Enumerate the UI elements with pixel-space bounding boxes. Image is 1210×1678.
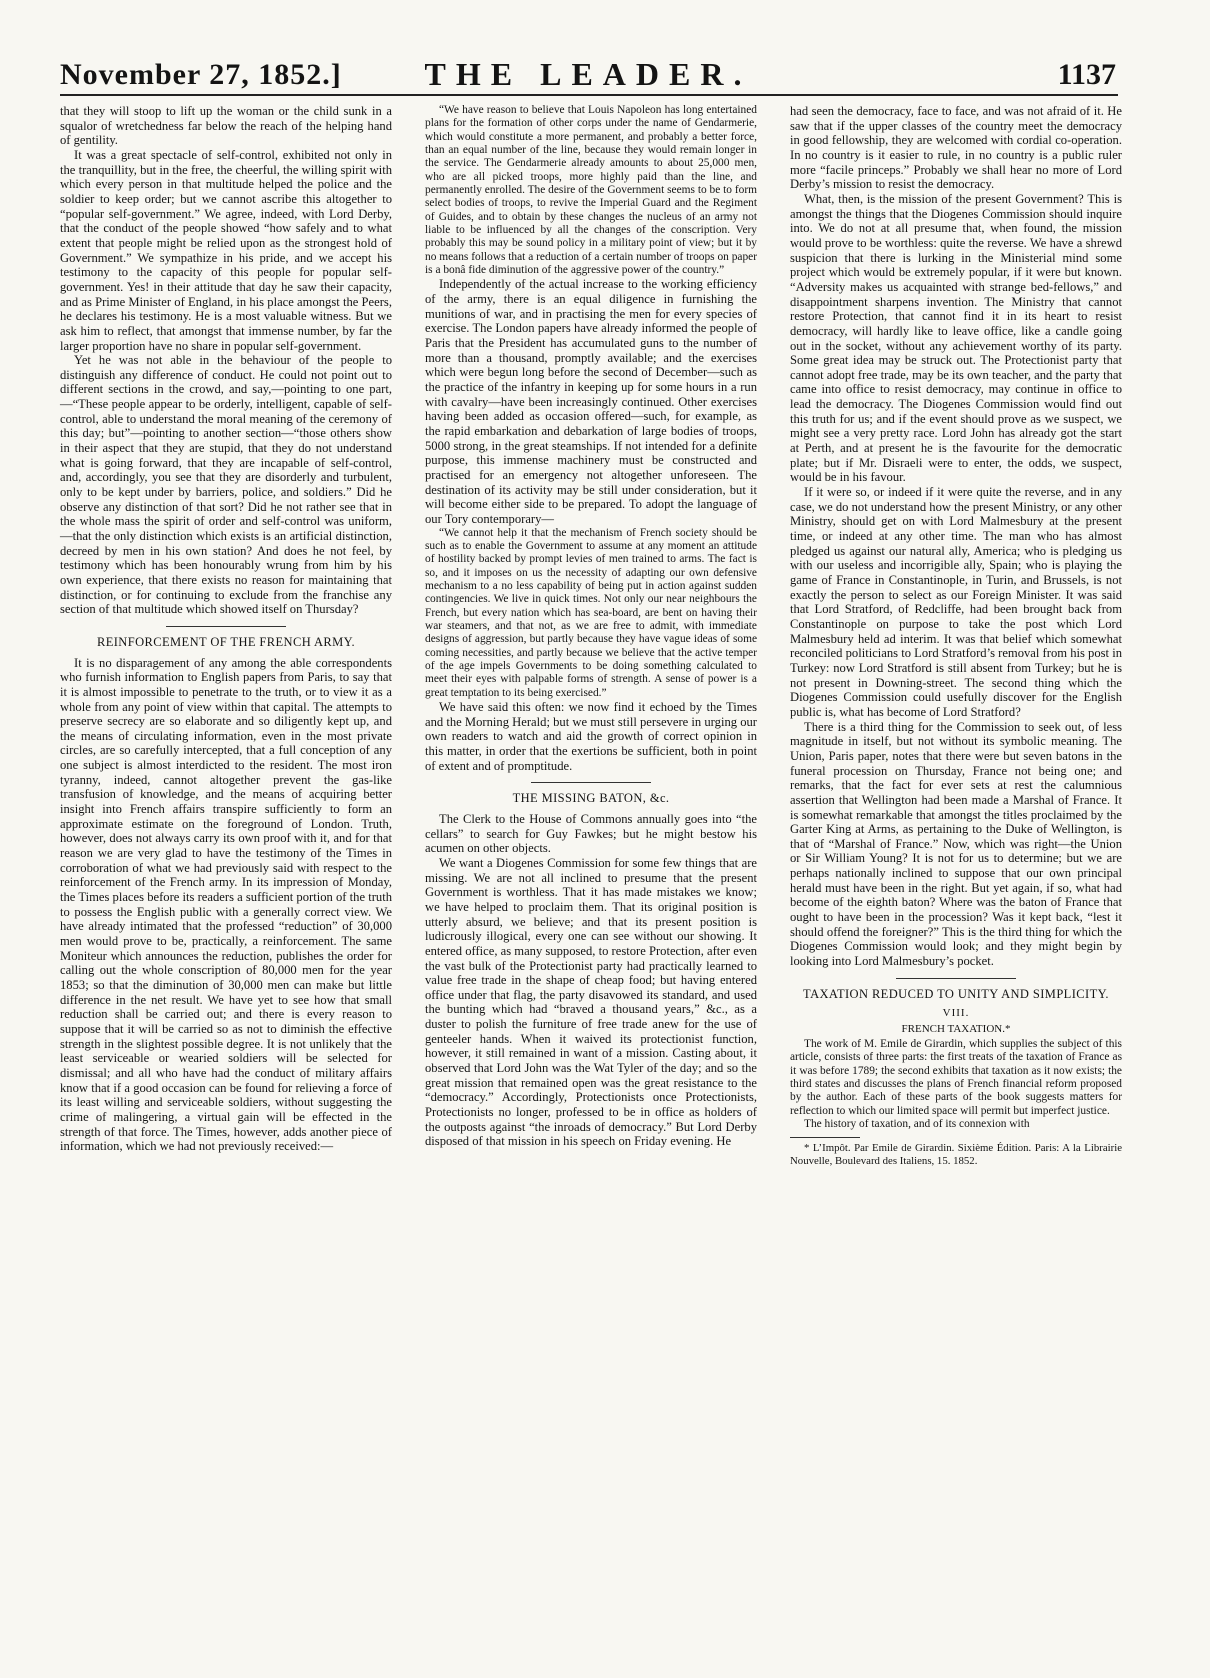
column-2 <box>425 104 757 1149</box>
masthead-rule <box>60 94 1118 96</box>
article-heading: TAXATION REDUCED TO UNITY AND SIMPLICITY. <box>803 986 1109 1001</box>
column-3 <box>790 104 1122 1168</box>
article-paragraph: Yet he was not able in the behaviour of the people to distinguish any difference of conduct. He could not point out to different sections in the crowd, and say,—pointing to one part,—“These people appear to be orderly, intelligent, capable of self-control, able to understand the moral meaning of the ceremony of this day; but”—pointing to another section—“those others show in their aspect that they are stupid, that they do not understand what is going forward, that they are incapable of self-control, and, accordingly, you see that they are disorderly and turbulent, only to be kept under by barriers, police, and soldiers.” Did he observe any distinction of that sort? Did he not rather see that in the whole mass the spirit of order and self-control was uniform,—that the only distinction which exists is an artificial distinction, decreed by men in his own station? And does he not feel, by testimony which has been honourably wrung from him by his own experience, that there exists no reason for maintaining that distinction, or for continuing to exclude from the franchise any section of that multitude which showed itself on Thursday? <box>60 353 392 617</box>
article-heading: THE MISSING BATON, &c. <box>512 791 670 806</box>
page-number: 1137 <box>1057 58 1116 91</box>
article-paragraph: The Clerk to the House of Commons annually goes into “the cellars” to search for Guy Fawkes; but he might bestow his acumen on other objects. <box>425 811 757 856</box>
article-paragraph: We have said this often: we now find it echoed by the Times and the Morning Herald; but we must still persevere in urging our own readers to watch and aid the growth of correct opinion in this matter, in order that the exertions be sufficient, both in point of extent and of promptitude. <box>425 700 757 773</box>
block-quote: “We have reason to believe that Louis Napoleon has long entertained plans for the formation of other corps under the name of Gendarmerie, which would constitute a more permanent, and probably a better force, than an equal number of the line, because they would remain longer in the service. The Gendarmerie already amounts to about 25,000 men, who are all picked troops, more highly paid than the line, and permanently enrolled. The desire of the Government seems to be to form select bodies of troops, to revive the Imperial Guard and the Regiment of Guides, and to obtain by these changes the nucleus of an army not liable to be influenced by all the changes of the conscription. Very probably this may be sound policy in a military point of view; but it by no means follows that a reduction of a certain number of troops on paper is a bonâ fide diminution of the aggressive power of the country.” <box>425 104 757 277</box>
footnote: * L’Impôt. Par Emile de Girardin. Sixième Édition. Paris: A la Librairie Nouvelle, Boulevard des Italiens, 15. 1852. <box>790 1142 1122 1168</box>
article-paragraph: If it were so, or indeed if it were quite the reverse, and in any case, we do not understand how the present Ministry, or any other Ministry, should get on with Lord Malmesbury at the present time, or indeed at any other time. The man who has almost pledged us against our natural ally, America; who is pledging us with our useless and incorrigible ally, Spain; who is playing the game of France in Constantinople, in Turin, and Brussels, is not exactly the person to select as our Foreign Minister. It was said that Lord Stratford, of Redcliffe, had been brought back from Constantinople on purpose to take the post which Lord Malmesbury held ad interim. It was that belief which somewhat reconciled politicians to Lord Stratford’s removal from his post in Turkey: now Lord Stratford is still absent from Turkey; but he is not present in Downing-street. The second thing which the Diogenes Commission could usefully discover for the English public is, what has become of Lord Stratford? <box>790 485 1122 719</box>
article-paragraph: It was a great spectacle of self-control, exhibited not only in the tranquillity, but in the free, the cheerful, the willing spirit with which every person in that multitude helped the police and the soldier to keep order; but we cannot ascribe this altogether to “popular self-government.” We agree, indeed, with Lord Derby, that the conduct of the people showed “how safely and to what extent that people might be relied upon as the strongest hold of Government.” We sympathize in his pride, and we accept his testimony to the capacity of this people for popular self-government. Yes! in their attitude that day he saw their capacity, and as Prime Minister of England, in his place amongst the Peers, he declares his testimony. He is a most valuable witness. But we ask him to reflect, that amongst that immense number, by far the larger proportion have no share in popular self-government. <box>60 147 392 353</box>
section-divider <box>531 782 651 783</box>
article-paragraph: There is a third thing for the Commission to seek out, of less magnitude in itself, but not without its symbolic meaning. The Union, Paris paper, notes that there were but seven batons in the funeral procession on Thursday, France not being one; and remarks, that the fact for ever sets at rest the calumnious assertion that Wellington had been made a Marshal of France. It is somewhat remarkable that amongst the titles proclaimed by the Garter King at Arms, as pertaining to the Duke of Wellington, is that of “Marshal of France.” Now, which was right—the Union or Sir William Young? It is not for us to determine; but we are perhaps nationally inclined to suppose that our own principal herald must have been in the right. But yet again, if so, what had become of the eighth baton? Where was the baton of France that ought to have been in the procession? Was it kept back, “lest it should offend the foreigner?” This is the third thing for which the Diogenes Commission would look; and they might begin by looking into Lord Malmesbury’s pocket. <box>790 719 1122 969</box>
article-paragraph: The work of M. Emile de Girardin, which supplies the subject of this article, consists of three parts: the first treats of the taxation of France as it was before 1789; the second exhibits that taxation as it now exists; the third states and discusses the plans of French financial reform proposed by the author. Each of these parts of the book suggests matters for reflection to which our limited space will permit but imperfect justice. <box>790 1037 1122 1117</box>
article-subheading: FRENCH TAXATION.* <box>901 1023 1011 1036</box>
article-paragraph: It is no disparagement of any among the able correspondents who furnish information to English papers from Paris, to say that it is almost impossible to penetrate to the truth, or to view it as a whole from any point of view within that capital. The attempts to preserve secrecy are so elaborate and so diligently kept up, and the means of circulating information, even in the most private circles, are so carefully intercepted, that a full conception of any one subject is almost interdicted to the resident. The most iron tyranny, indeed, cannot altogether prevent the gas-like transfusion of knowledge, and the means of acquiring better insight into French affairs transpire sufficiently to form an approximate estimate on the foreground of London. Truth, however, does not always carry its own proof with it, and for that reason we are very glad to have the testimony of the Times in corroboration of what we had previously said with respect to the reinforcement of the French army. In its impression of Monday, the Times places before its readers a sufficient portion of the truth to possess the English public with a generally correct view. We have already intimated that the professed “reduction” of 30,000 men would prove to be, practically, a reinforcement. The same Moniteur which announces the reduction, publishes the order for calling out the whole conscription of 80,000 men for the year 1853; so that the diminution of 30,000 men can make but little difference in the net result. We have yet to see how that small reduction shall be carried out; and there is every reason to suppose that it will be carried so as not to diminish the effective strength in the slightest possible degree. It is not unlikely that the least serviceable or wearied soldiers will be selected for dismissal; and all who have had the conduct of military affairs know that if a good occasion can be found for relieving a force of its least willing and serviceable soldiers, without suggesting the crime of malingering, a virtual gain will be effected in the strength of that force. The Times, however, adds another piece of information, which we had not previously received:— <box>60 655 392 1154</box>
article-heading: REINFORCEMENT OF THE FRENCH ARMY. <box>96 634 356 649</box>
section-divider <box>896 978 1016 979</box>
article-paragraph: Independently of the actual increase to the working efficiency of the army, there is an equal diligence in furnishing the munitions of war, and in practising the men for every species of exercise. The London papers have already informed the people of Paris that the President has accumulated guns to the number of more than a thousand, promptly available; and the exercises which were begun long before the second of December—such as the practice of the infantry in keeping up for some hours in a run with cavalry—have been increasingly continued. Other exercises having been added as occasion offered—such, for example, as the rapid embarkation and debarkation of large bodies of troops, 5000 strong, in the great steamships. If not intended for a definite purpose, this immense machinery must be constructed and practised for an emergency not altogether unforeseen. The destination of its activity may be still under consideration, but it will become either side to be prepared. To adopt the language of our Tory contemporary— <box>425 277 757 526</box>
article-paragraph: had seen the democracy, face to face, and was not afraid of it. He saw that if the upper classes of the country meet the democracy in good fellowship, they are welcomed with cordial co-operation. In no country is it easier to rule, in no country is a public ruler more “facile princeps.” Probably we shall hear no more of Lord Derby’s mission to resist the democracy. <box>790 104 1122 192</box>
article-numeral: VIII. <box>942 1007 970 1020</box>
column-1 <box>60 104 392 1154</box>
section-divider <box>166 626 286 627</box>
article-paragraph: The history of taxation, and of its connexion with <box>804 1117 1030 1130</box>
article-paragraph: What, then, is the mission of the present Government? This is amongst the things that the Diogenes Commission should inquire into. We do not at all presume that, when found, the mission would prove to be worthless: quite the reverse. We have a shrewd suspicion that there is lurking in the Ministerial mind some project which would be extremely popular, if it were but known. “Adversity makes us acquainted with strange bed-fellows,” and disappointment sharpens invention. The Ministry that cannot restore Protection, that cannot find it in its heart to resist democracy, will hardly like to leave office, like a candle going out in the socket, without any achievement worthy of its party. Some great idea may be struck out. The Protectionist party that cannot adopt free trade, may be its own teacher, and the party that came into office to resist democracy, may continue in office to lead the democracy. The Diogenes Commission would find out this truth for us; and if the event should prove as we suspect, we might see a very pretty race. Lord John has already got the start at Perth, and at present he is the favourite for the democratic plate; but if Mr. Disraeli were to enter, the odds, we suspect, would be in his favour. <box>790 191 1122 485</box>
footnote-rule <box>790 1137 860 1138</box>
article-paragraph: We want a Diogenes Commission for some few things that are missing. We are not all inclined to presume that the present Government is worthless. That it has made mistakes we know; we have helped to proclaim them. That its original position is utterly absurd, we believe; and that its present position is ludicrously illogical, every one can see without our showing. It entered office, as many supposed, to restore Protection, after even the vast bulk of the Protectionist party had practically learned to value free trade in the shape of cheap food; but having entered office under that flag, the party disavowed its standard, and used the bunting which had “braved a thousand years,” &c., as a duster to polish the furniture of free trade anew for the use of genteeler hands. When it waived its protectionist function, however, it still remained in want of a mission. Casting about, it observed that Lord John was the Wat Tyler of the day; and so the great mission that remained open was the great resistance to the “democracy.” Accordingly, Protectionists once Protectionists, Protectionists no longer, professed to be in office as holders of the outposts against “the inroads of democracy.” But Lord Derby disposed of that mission in his speech on Friday evening. He <box>425 855 757 1149</box>
newspaper-title: THE LEADER. <box>424 56 752 92</box>
article-paragraph: that they will stoop to lift up the woman or the child sunk in a squalor of wretchedness far below the reach of the helping hand of gentility. <box>60 104 392 148</box>
masthead <box>60 56 1116 96</box>
issue-date: November 27, 1852.] <box>60 58 342 91</box>
block-quote: “We cannot help it that the mechanism of French society should be such as to enable the Government to assume at any moment an attitude of hostility backed by prompt levies of men trained to arms. The fact is so, and it imposes on us the necessity of adapting our own defensive mechanism to a no less capability of being put in action against sudden contingencies. We live in quick times. Not only our near neighbours the French, but every nation which has sea-board, are bent on having their war steamers, and that not, as we are free to admit, with immediate designs of aggression, but partly because they have vague ideas of some coming necessities, and partly because we believe that the active temper of the age impels Governments to be doing something calculated to meet their eyes with palpable forms of strength. A sense of power is a great temptation to its being exercised.” <box>425 526 757 699</box>
